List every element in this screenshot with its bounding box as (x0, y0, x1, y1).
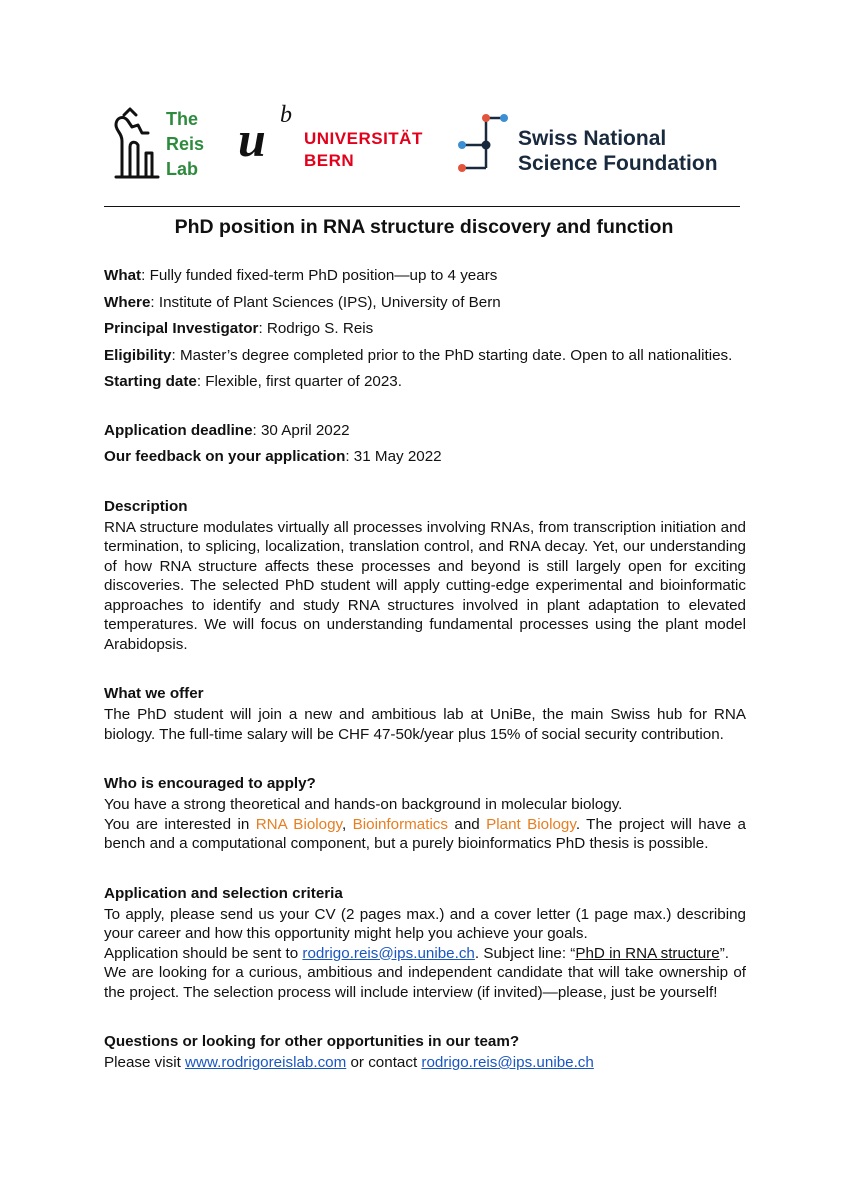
position-info (104, 266, 746, 392)
info-label: Starting date (104, 373, 197, 390)
deadline-label: Application deadline (104, 421, 253, 439)
posting-body (104, 266, 746, 1073)
questions-mid: or contact (346, 1054, 422, 1071)
topic-separator: , (342, 815, 353, 833)
unibe-line-1: UNIVERSITÄT (304, 129, 423, 148)
page-title: PhD position in RNA structure discovery and function (174, 216, 674, 238)
snsf-line-1: Swiss National (518, 127, 667, 150)
info-value: : Fully funded fixed-term PhD position—up to 4 years (141, 267, 498, 284)
questions-heading: Questions or looking for other opportunities in our team? (104, 1033, 520, 1050)
reis-lab-emblem-icon (108, 103, 164, 183)
application-suffix: ”. (719, 944, 729, 962)
topic-rna-biology: RNA Biology (255, 815, 342, 833)
reis-lab-logo (108, 103, 218, 183)
info-starting-date (104, 372, 746, 392)
topic-separator: and (448, 815, 487, 833)
application-text-1: To apply, please send us your CV (2 pages max.) and a cover letter (1 page max.) describing your career and how this opportunity might help you achieve your goals. (104, 905, 746, 942)
application-heading: Application and selection criteria (104, 884, 343, 902)
contact-email-link[interactable]: rodrigo.reis@ips.unibe.ch (421, 1054, 594, 1071)
description-text: RNA structure modulates virtually all processes involving RNAs, from transcription initiation and termination, to splicing, localization, translation control, and RNA decay. Yet, our understanding of how RNA structure affects these processes and beyond is still largely open for exciting discoveries. The selected PhD student will apply cutting-edge experimental and bioinformatic approaches to identify and study RNA structures involved in plant adaptation to elevated temperatures. We will focus on understanding fundamental processes using the plant model Arabidopsis. (104, 518, 746, 653)
questions-prefix: Please visit (104, 1054, 186, 1071)
application-section (104, 884, 746, 1003)
questions-text (104, 1053, 746, 1073)
application-text-2 (104, 944, 746, 964)
info-value: : Flexible, first quarter of 2023. (196, 373, 402, 390)
unibe-b-glyph: b (280, 102, 292, 128)
header-divider (104, 206, 740, 207)
subject-line: PhD in RNA structure (575, 944, 720, 962)
offer-section (104, 684, 746, 744)
application-text-3: We are looking for a curious, ambitious and independent candidate that will take ownership of the project. The selection process will include interview (if invited)—please, just be yourself! (104, 964, 746, 1001)
info-where (104, 293, 746, 313)
deadline-value: : 30 April 2022 (252, 421, 350, 439)
offer-heading: What we offer (104, 685, 204, 702)
description-heading: Description (104, 497, 188, 515)
encouraged-prefix: You are interested in (104, 815, 256, 833)
snsf-logo (452, 110, 752, 180)
deadline-value: : 31 May 2022 (345, 448, 442, 465)
application-mid: . Subject line: “ (474, 944, 576, 962)
encouraged-suffix: . The project will have a bench and a computational component, but a purely bioinformatics PhD thesis is possible. (104, 815, 746, 852)
info-value: : Master’s degree completed prior to the PhD starting date. Open to all nationalities. (171, 346, 733, 364)
reis-lab-line-1: The (166, 109, 199, 129)
feedback-date (104, 447, 746, 467)
snsf-line-2: Science Foundation (518, 152, 718, 175)
offer-text: The PhD student will join a new and ambitious lab at UniBe, the main Swiss hub for RNA biology. The full-time salary will be CHF 47-50k/year plus 15% of social security contribution. (104, 706, 746, 743)
info-label: Principal Investigator (104, 320, 259, 337)
encouraged-heading: Who is encouraged to apply? (104, 775, 316, 792)
info-pi (104, 319, 746, 339)
info-label: Where (104, 293, 151, 311)
unibe-wordmark (304, 128, 423, 172)
deadline-label: Our feedback on your application (104, 448, 346, 465)
website-link[interactable]: www.rodrigoreislab.com (185, 1054, 347, 1071)
info-value: : Rodrigo S. Reis (258, 320, 374, 337)
topic-plant-biology: Plant Biology (486, 815, 576, 833)
topic-bioinformatics: Bioinformatics (352, 815, 448, 833)
info-label: Eligibility (104, 346, 172, 364)
reis-lab-line-3: Lab (166, 159, 199, 179)
description-section (104, 497, 746, 655)
application-email-link[interactable]: rodrigo.reis@ips.unibe.ch (302, 944, 475, 962)
header-logos (0, 100, 848, 190)
reis-lab-wordmark (166, 107, 204, 182)
snsf-wordmark (518, 126, 718, 176)
encouraged-text-1: You have a strong theoretical and hands-on background in molecular biology. (104, 796, 623, 813)
info-value: : Institute of Plant Sciences (IPS), University of Bern (150, 293, 501, 311)
encouraged-text-2 (104, 815, 746, 854)
reis-lab-line-2: Reis (166, 134, 205, 154)
unibe-u-glyph: u (238, 111, 266, 167)
info-what (104, 266, 746, 286)
info-label: What (104, 267, 142, 284)
snsf-network-icon (452, 110, 512, 180)
application-prefix: Application should be sent to (104, 944, 303, 962)
deadlines (104, 421, 746, 467)
info-eligibility (104, 346, 746, 366)
university-of-bern-logo (238, 102, 438, 182)
application-deadline (104, 421, 746, 441)
questions-section (104, 1032, 746, 1073)
encouraged-section (104, 774, 746, 854)
unibe-line-2: BERN (304, 151, 355, 170)
